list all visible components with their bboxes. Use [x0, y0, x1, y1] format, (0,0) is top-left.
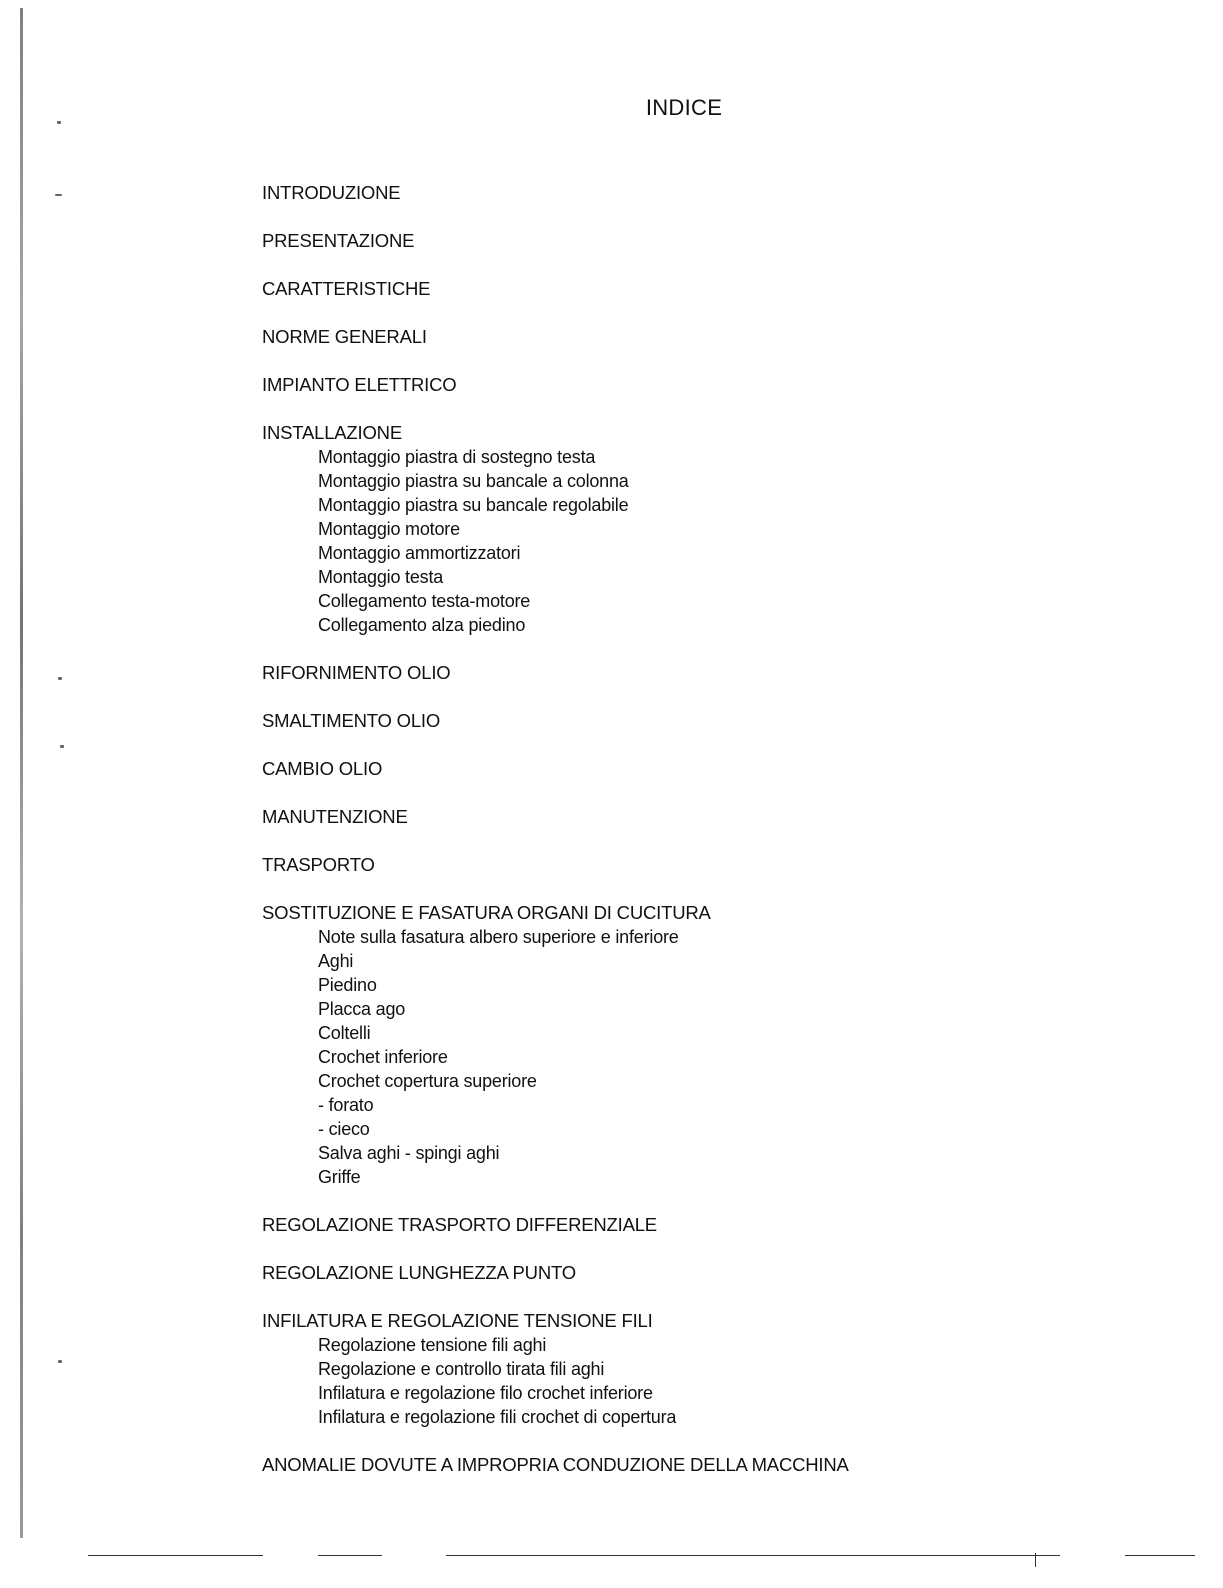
page-title: INDICE — [645, 95, 723, 120]
toc-subsection-item: - forato — [318, 1095, 374, 1115]
toc-section-title: REGOLAZIONE LUNGHEZZA PUNTO — [262, 1262, 576, 1283]
toc-section-title: CAMBIO OLIO — [262, 758, 383, 779]
toc-subsection-item: Regolazione tensione fili aghi — [318, 1335, 547, 1355]
toc-subsection-item: Piedino — [318, 975, 377, 995]
toc-section-title: SMALTIMENTO OLIO — [262, 710, 441, 731]
scan-speck — [60, 745, 64, 748]
bottom-rule — [1036, 1555, 1060, 1556]
bottom-rule — [1125, 1555, 1195, 1556]
toc-section — [262, 277, 1162, 301]
toc-section-title: RIFORNIMENTO OLIO — [262, 662, 451, 683]
toc-subsection-item: - cieco — [318, 1119, 370, 1139]
toc-section — [262, 229, 1162, 253]
bottom-rule — [318, 1555, 382, 1556]
toc-section-title: SOSTITUZIONE E FASATURA ORGANI DI CUCITURA — [262, 902, 711, 923]
toc-subsection-item: Infilatura e regolazione fili crochet di copertura — [318, 1407, 677, 1427]
toc-section — [262, 325, 1162, 349]
bottom-rule — [88, 1555, 263, 1556]
toc-subsection-item: Montaggio testa — [318, 567, 444, 587]
toc-section — [262, 661, 1162, 685]
toc-subsection-item: Montaggio piastra su bancale regolabile — [318, 495, 629, 515]
toc-subsection-item: Infilatura e regolazione filo crochet inferiore — [318, 1383, 653, 1403]
toc-subsection-item: Crochet copertura superiore — [318, 1071, 537, 1091]
toc-subsection-item: Crochet inferiore — [318, 1047, 448, 1067]
toc-section-title: ANOMALIE DOVUTE A IMPROPRIA CONDUZIONE DELLA MACCHINA — [262, 1454, 849, 1475]
toc-section — [262, 805, 1162, 829]
scan-speck — [57, 121, 61, 124]
toc-section — [262, 1453, 1162, 1477]
scan-speck — [58, 1360, 62, 1363]
toc-subsection-item: Salva aghi - spingi aghi — [318, 1143, 500, 1163]
toc-section-title: MANUTENZIONE — [262, 806, 408, 827]
toc-section — [262, 901, 1162, 1189]
toc-subsection-item: Griffe — [318, 1167, 361, 1187]
toc-subsection-list — [262, 445, 1162, 637]
toc-subsection-item: Regolazione e controllo tirata fili aghi — [318, 1359, 605, 1379]
toc-section — [262, 373, 1162, 397]
toc-subsection-item: Collegamento testa-motore — [318, 591, 531, 611]
toc-subsection-item: Montaggio motore — [318, 519, 460, 539]
toc-subsection-list — [262, 925, 1162, 1189]
toc-section — [262, 757, 1162, 781]
toc-section — [262, 853, 1162, 877]
toc-section-title: REGOLAZIONE TRASPORTO DIFFERENZIALE — [262, 1214, 657, 1235]
toc-subsection-item: Placca ago — [318, 999, 406, 1019]
toc-section-title: CARATTERISTICHE — [262, 278, 431, 299]
toc-section — [262, 1213, 1162, 1237]
table-of-contents — [262, 181, 1162, 1501]
toc-section — [262, 709, 1162, 733]
toc-subsection-item: Aghi — [318, 951, 354, 971]
toc-subsection-item: Montaggio piastra di sostegno testa — [318, 447, 596, 467]
scan-speck — [58, 677, 62, 680]
toc-section-title: INFILATURA E REGOLAZIONE TENSIONE FILI — [262, 1310, 653, 1331]
toc-section — [262, 1309, 1162, 1429]
toc-section — [262, 1261, 1162, 1285]
toc-subsection-item: Collegamento alza piedino — [318, 615, 526, 635]
toc-section-title: NORME GENERALI — [262, 326, 427, 347]
toc-section-title: INSTALLAZIONE — [262, 422, 402, 443]
toc-subsection-item: Montaggio piastra su bancale a colonna — [318, 471, 629, 491]
bottom-tick — [1035, 1553, 1036, 1567]
toc-section-title: IMPIANTO ELETTRICO — [262, 374, 457, 395]
toc-section-title: INTRODUZIONE — [262, 182, 401, 203]
toc-section — [262, 421, 1162, 637]
scan-speck — [55, 194, 62, 196]
toc-subsection-item: Note sulla fasatura albero superiore e inferiore — [318, 927, 679, 947]
scan-left-edge — [20, 8, 23, 1538]
toc-section-title: TRASPORTO — [262, 854, 375, 875]
toc-section-title: PRESENTAZIONE — [262, 230, 415, 251]
bottom-rule — [446, 1555, 1036, 1556]
toc-section — [262, 181, 1162, 205]
toc-subsection-item: Coltelli — [318, 1023, 371, 1043]
toc-subsection-item: Montaggio ammortizzatori — [318, 543, 521, 563]
toc-subsection-list — [262, 1333, 1162, 1429]
